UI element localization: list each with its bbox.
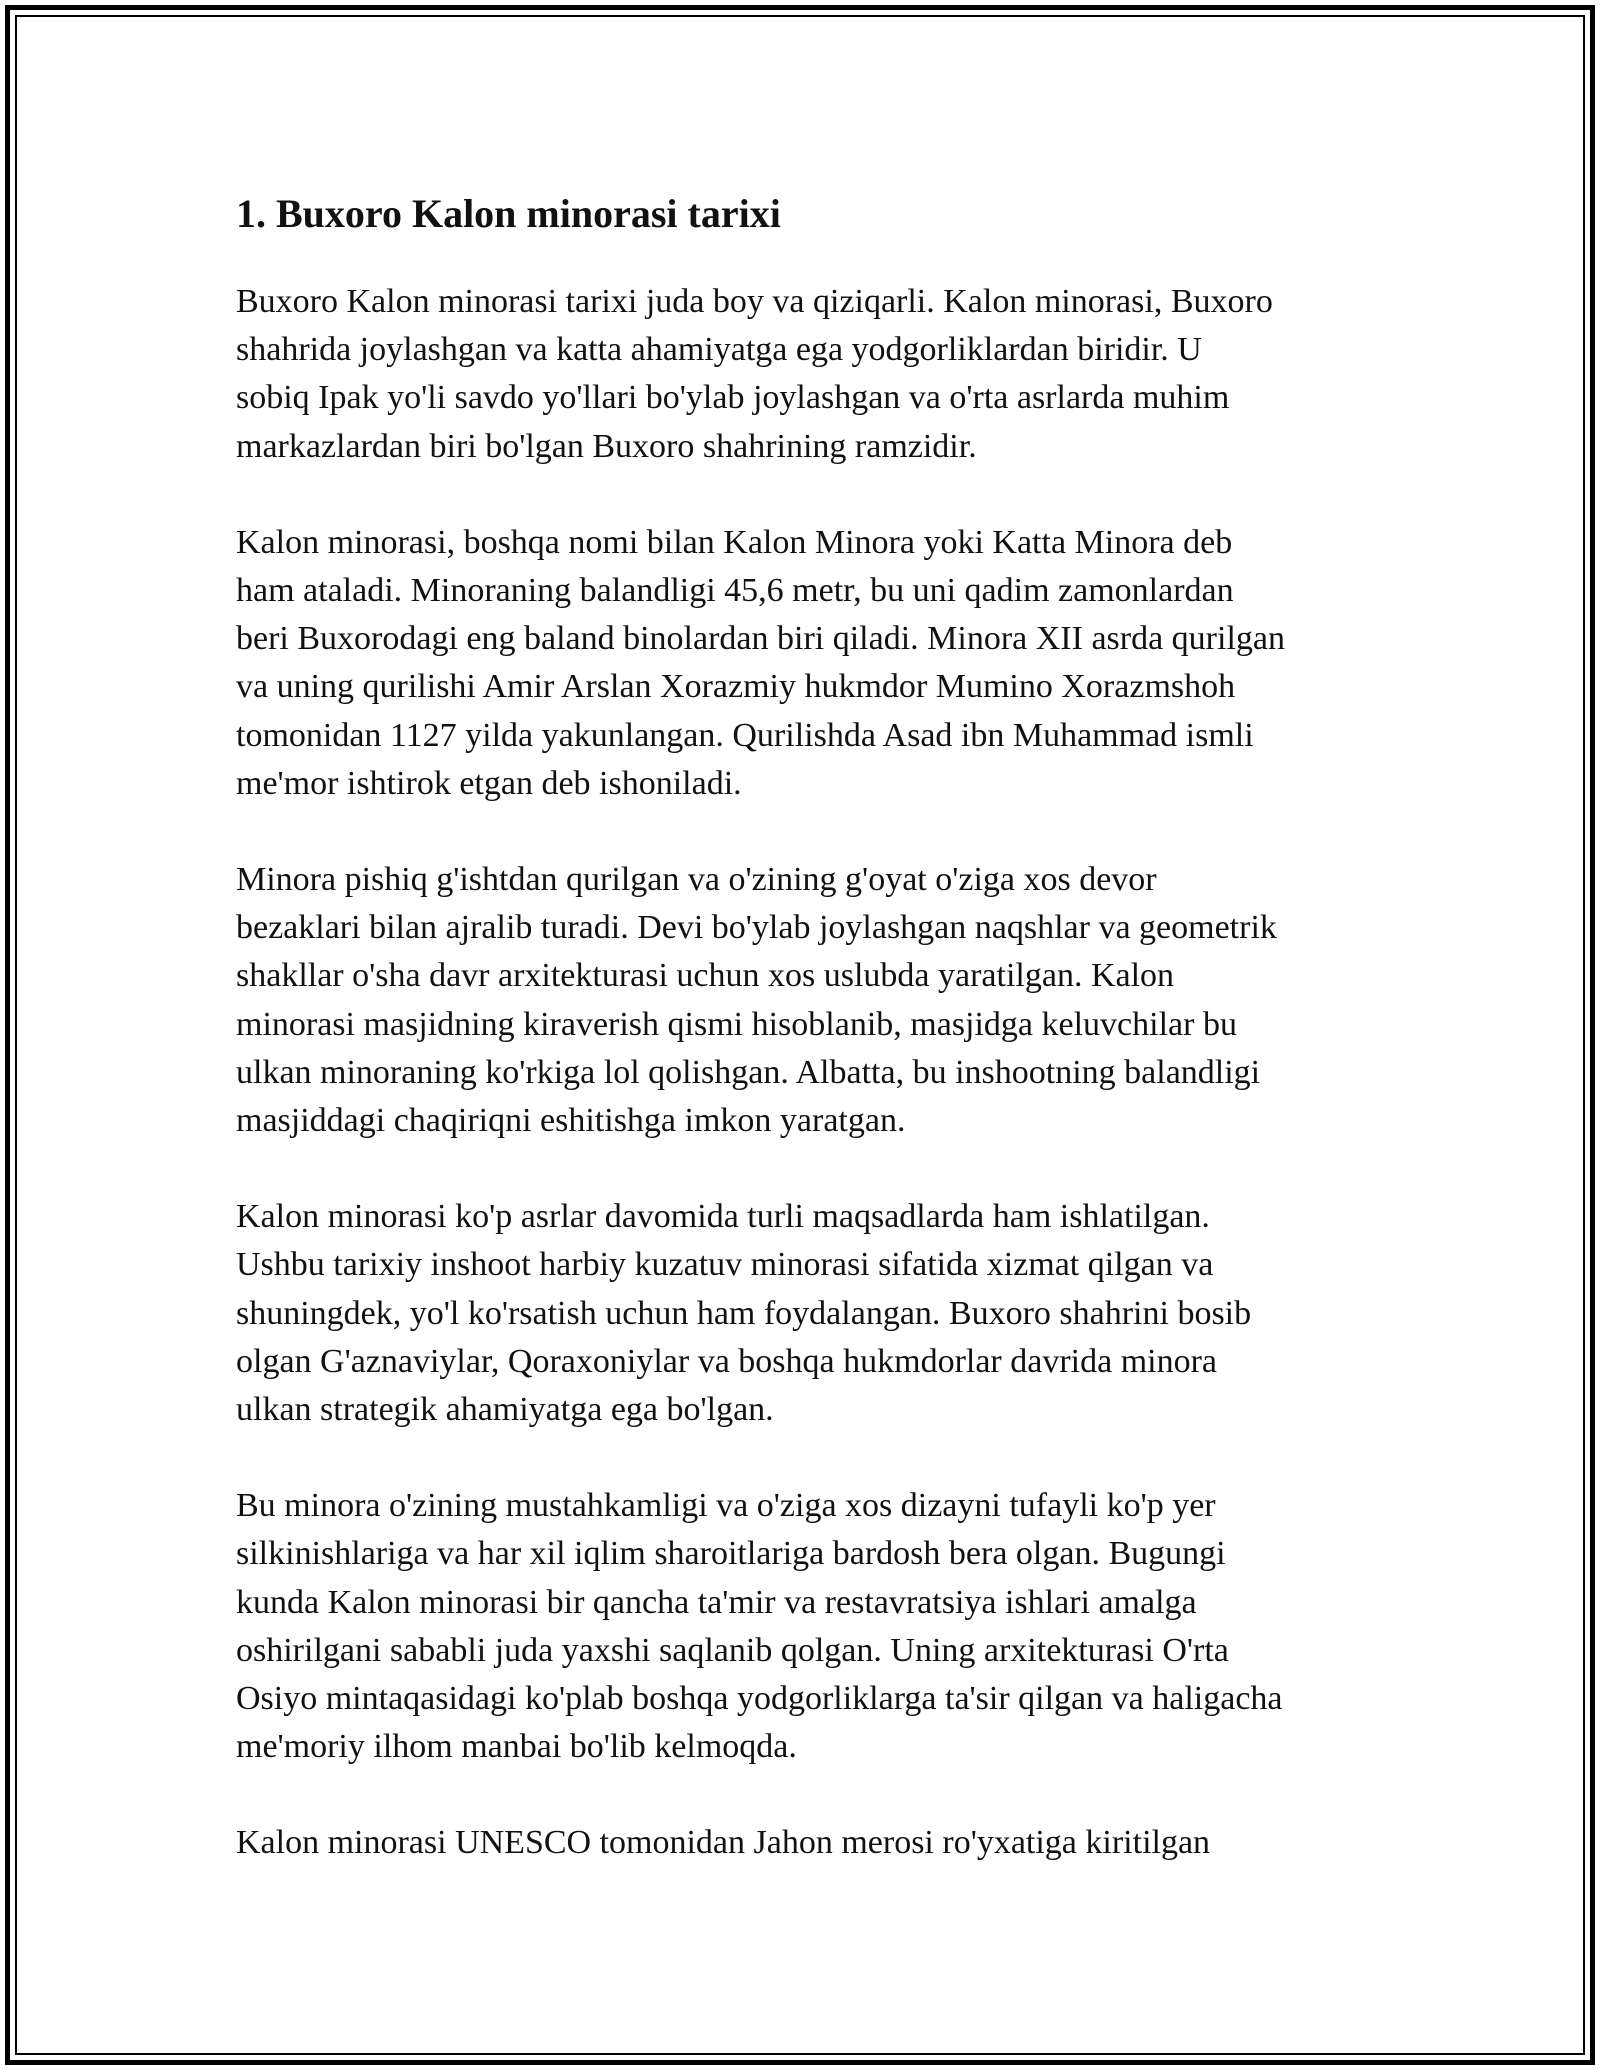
paragraph-5 — [236, 1482, 1376, 1771]
text-line: Kalon minorasi, boshqa nomi bilan Kalon Minora yoki Katta Minora deb — [236, 523, 1233, 561]
document-body — [236, 188, 1376, 1916]
text-line: Kalon minorasi ko'p asrlar davomida turli maqsadlarda ham ishlatilgan. — [236, 1198, 1210, 1236]
text-line: kunda Kalon minorasi bir qancha ta'mir va restavratsiya ishlari amalga — [236, 1583, 1197, 1621]
text-line: Buxoro Kalon minorasi tarixi juda boy va qiziqarli. Kalon minorasi, Buxoro — [236, 283, 1273, 320]
text-line: tomonidan 1127 yilda yakunlangan. Qurilishda Asad ibn Muhammad ismli — [236, 716, 1254, 754]
paragraph-1 — [236, 278, 1376, 471]
text-line: oshirilgani sababli juda yaxshi saqlanib qolgan. Uning arxitekturasi O'rta — [236, 1631, 1229, 1669]
text-line: Kalon minorasi UNESCO tomonidan Jahon merosi ro'yxatiga kiritilgan — [236, 1824, 1211, 1862]
paragraph-6 — [236, 1819, 1376, 1867]
text-line: Minora pishiq g'ishtdan qurilgan va o'zining g'oyat o'ziga xos devor — [236, 861, 1157, 899]
text-line: ham ataladi. Minoraning balandligi 45,6 metr, bu uni qadim zamonlardan — [236, 572, 1234, 610]
text-line: bezaklari bilan ajralib turadi. Devi bo'ylab joylashgan naqshlar va geometrik — [236, 909, 1277, 947]
text-line: olgan G'aznaviylar, Qoraxoniylar va boshqa hukmdorlar davrida minora — [236, 1342, 1218, 1380]
paragraph-2 — [236, 519, 1376, 808]
text-line: sobiq Ipak yo'li savdo yo'llari bo'ylab joylashgan va o'rta asrlarda muhim — [236, 379, 1230, 417]
paragraph-3 — [236, 856, 1376, 1145]
text-line: ulkan minoraning ko'rkiga lol qolishgan. Albatta, bu inshootning balandligi — [236, 1053, 1261, 1091]
text-line: masjiddagi chaqiriqni eshitishga imkon yaratgan. — [236, 1102, 906, 1140]
text-line: me'moriy ilhom manbai bo'lib kelmoqda. — [236, 1728, 797, 1766]
text-line: va uning qurilishi Amir Arslan Xorazmiy hukmdor Mumino Xorazmshoh — [236, 668, 1236, 706]
text-line: ulkan strategik ahamiyatga ega bo'lgan. — [236, 1391, 774, 1429]
text-line: shahrida joylashgan va katta ahamiyatga ega yodgorliklardan biridir. U — [236, 331, 1202, 369]
text-line: shakllar o'sha davr arxitekturasi uchun xos uslubda yaratilgan. Kalon — [236, 957, 1175, 995]
text-line: silkinishlariga va har xil iqlim sharoitlariga bardosh bera olgan. Bugungi — [236, 1535, 1226, 1573]
text-line: markazlardan biri bo'lgan Buxoro shahrining ramzidir. — [236, 427, 977, 465]
text-line: minorasi masjidning kiraverish qismi hisoblanib, masjidga keluvchilar bu — [236, 1005, 1237, 1043]
text-line: Ushbu tarixiy inshoot harbiy kuzatuv minorasi sifatida xizmat qilgan va — [236, 1246, 1214, 1284]
text-line: beri Buxorodagi eng baland binolardan biri qiladi. Minora XII asrda qurilgan — [236, 620, 1285, 658]
text-line: Bu minora o'zining mustahkamligi va o'ziga xos dizayni tufayli ko'p yer — [236, 1487, 1216, 1525]
text-line: shuningdek, yo'l ko'rsatish uchun ham foydalangan. Buxoro shahrini bosib — [236, 1294, 1252, 1332]
paragraph-4 — [236, 1193, 1376, 1434]
text-line: Osiyo mintaqasidagi ko'plab boshqa yodgorliklarga ta'sir qilgan va haligacha — [236, 1680, 1283, 1718]
section-heading: 1. Buxoro Kalon minorasi tarixi — [236, 191, 781, 236]
text-line: me'mor ishtirok etgan deb ishoniladi. — [236, 764, 742, 802]
